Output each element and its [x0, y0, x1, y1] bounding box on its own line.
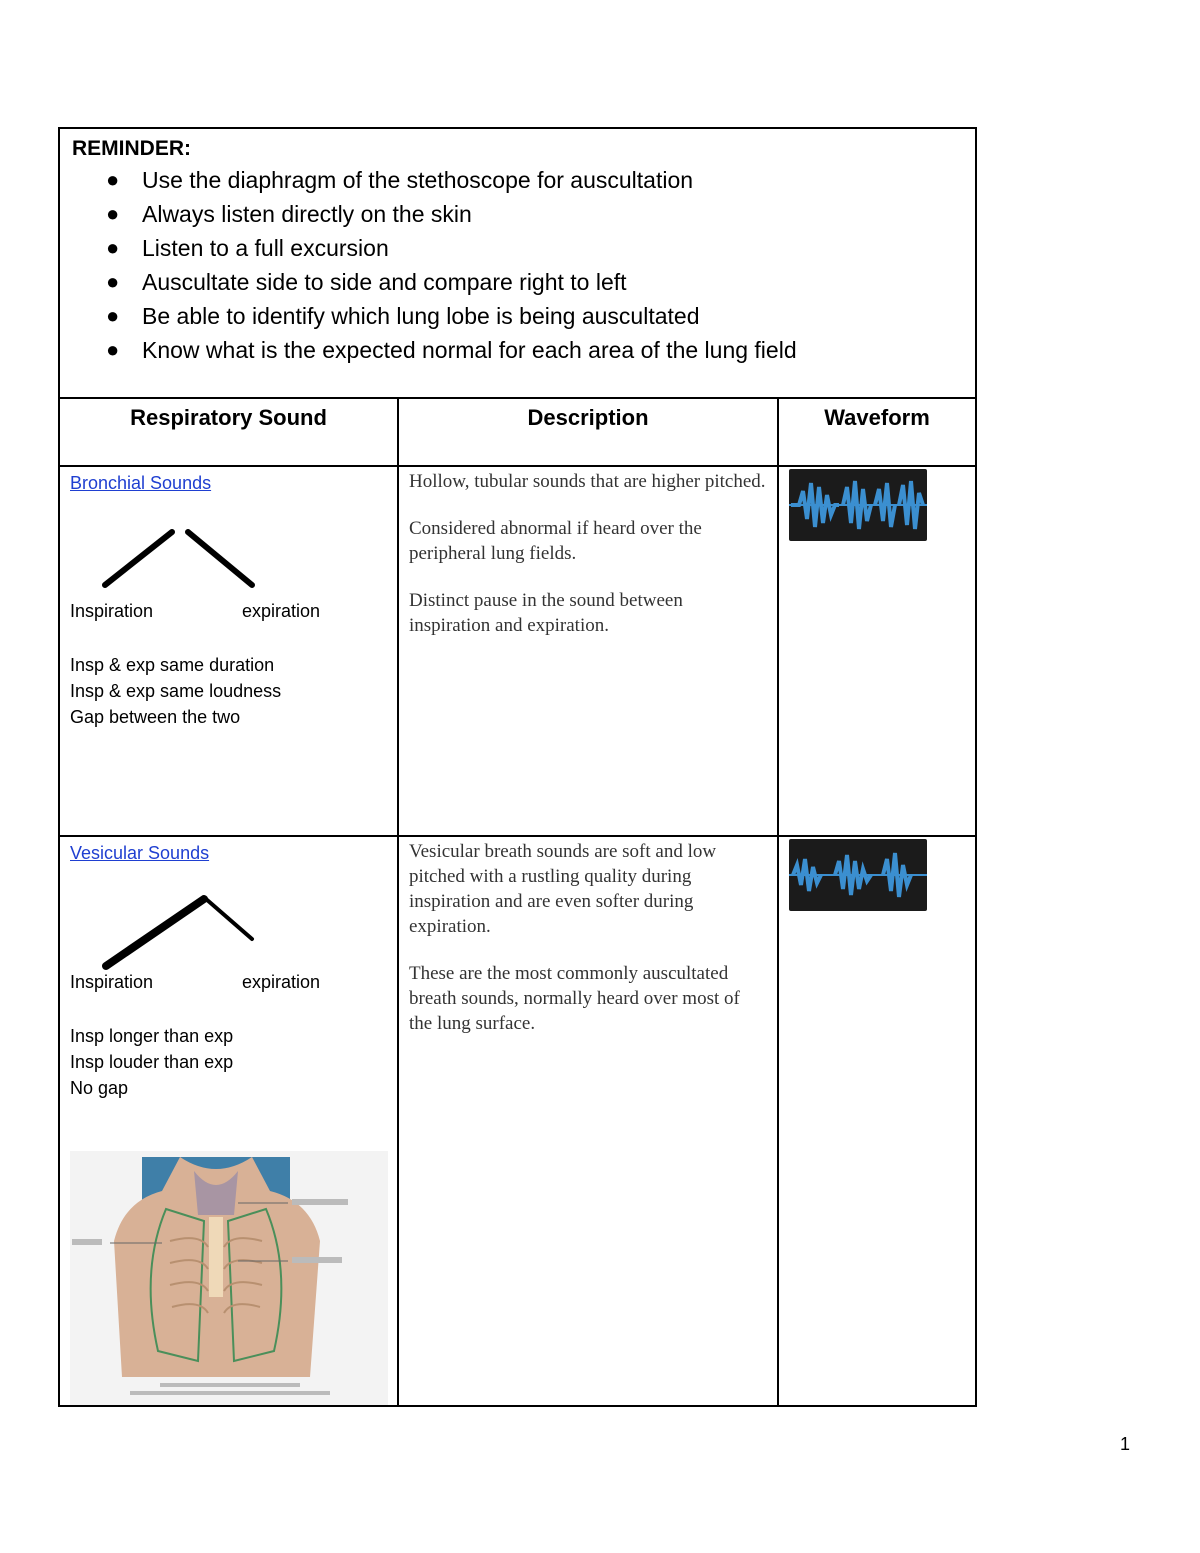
expiration-line [188, 532, 252, 585]
note-line: Gap between the two [70, 707, 241, 727]
header-description: Description [397, 397, 779, 467]
inspiration-label: Inspiration [70, 601, 154, 621]
vesicular-sounds-link[interactable]: Vesicular Sounds [70, 843, 210, 863]
bronchial-breath-diagram [100, 525, 260, 595]
expiration-label: expiration [242, 972, 321, 992]
vesicular-notes [70, 1023, 233, 1101]
reminder-item: ● Always listen directly on the skin [142, 197, 963, 231]
header-waveform: Waveform [777, 397, 977, 467]
note-line: Insp & exp same duration [70, 655, 275, 675]
vesicular-sound-cell [58, 835, 399, 1407]
breath-sounds-table [58, 397, 977, 1407]
vesicular-breath-diagram [100, 893, 260, 973]
description-paragraph: Hollow, tubular sounds that are higher pitched. [409, 471, 766, 492]
waveform-image-icon [789, 839, 927, 911]
bullet-icon: ● [106, 337, 120, 362]
vesicular-waveform-cell [777, 835, 977, 1407]
bronchial-sound-cell [58, 465, 399, 837]
vesicular-description-cell [397, 835, 779, 1407]
reminder-list [72, 163, 963, 367]
reminder-item: ● Be able to identify which lung lobe is being auscultated [142, 299, 963, 333]
expiration-label: expiration [242, 601, 321, 621]
expiration-line [206, 899, 252, 939]
bronchial-sounds-link[interactable]: Bronchial Sounds [70, 473, 212, 493]
reminder-title: REMINDER: [72, 137, 191, 160]
inspiration-line [105, 532, 172, 585]
bronchial-waveform-cell [777, 465, 977, 837]
note-line: Insp & exp same loudness [70, 681, 282, 701]
reminder-item: ● Auscultate side to side and compare right to left [142, 265, 963, 299]
description-paragraph: Vesicular breath sounds are soft and low pitched with a rustling quality during inspiration and are even softer during expiration. [409, 841, 717, 937]
bullet-icon: ● [106, 235, 120, 260]
reminder-item: ● Know what is the expected normal for each area of the lung field [142, 333, 963, 367]
bronchial-notes [70, 652, 281, 730]
note-line: Insp louder than exp [70, 1052, 234, 1072]
description-paragraph: These are the most commonly auscultated breath sounds, normally heard over most of the lung surface. [409, 963, 740, 1034]
note-line: Insp longer than exp [70, 1026, 234, 1046]
inspiration-label: Inspiration [70, 972, 154, 992]
description-paragraph: Considered abnormal if heard over the peripheral lung fields. [409, 518, 702, 564]
reminder-item: ● Use the diaphragm of the stethoscope for auscultation [142, 163, 963, 197]
bronchial-description-cell [397, 465, 779, 837]
inspiration-line [106, 899, 204, 966]
header-respiratory-sound: Respiratory Sound [58, 397, 399, 467]
waveform-image-icon [789, 469, 927, 541]
bullet-icon: ● [106, 167, 120, 192]
bullet-icon: ● [106, 303, 120, 328]
bullet-icon: ● [106, 201, 120, 226]
bullet-icon: ● [106, 269, 120, 294]
note-line: No gap [70, 1078, 129, 1098]
reminder-box [58, 127, 977, 399]
page-number: 1 [1119, 1434, 1130, 1454]
chest-auscultation-image-icon [70, 1151, 388, 1405]
reminder-item: ● Listen to a full excursion [142, 231, 963, 265]
description-paragraph: Distinct pause in the sound between inspiration and expiration. [409, 590, 683, 636]
